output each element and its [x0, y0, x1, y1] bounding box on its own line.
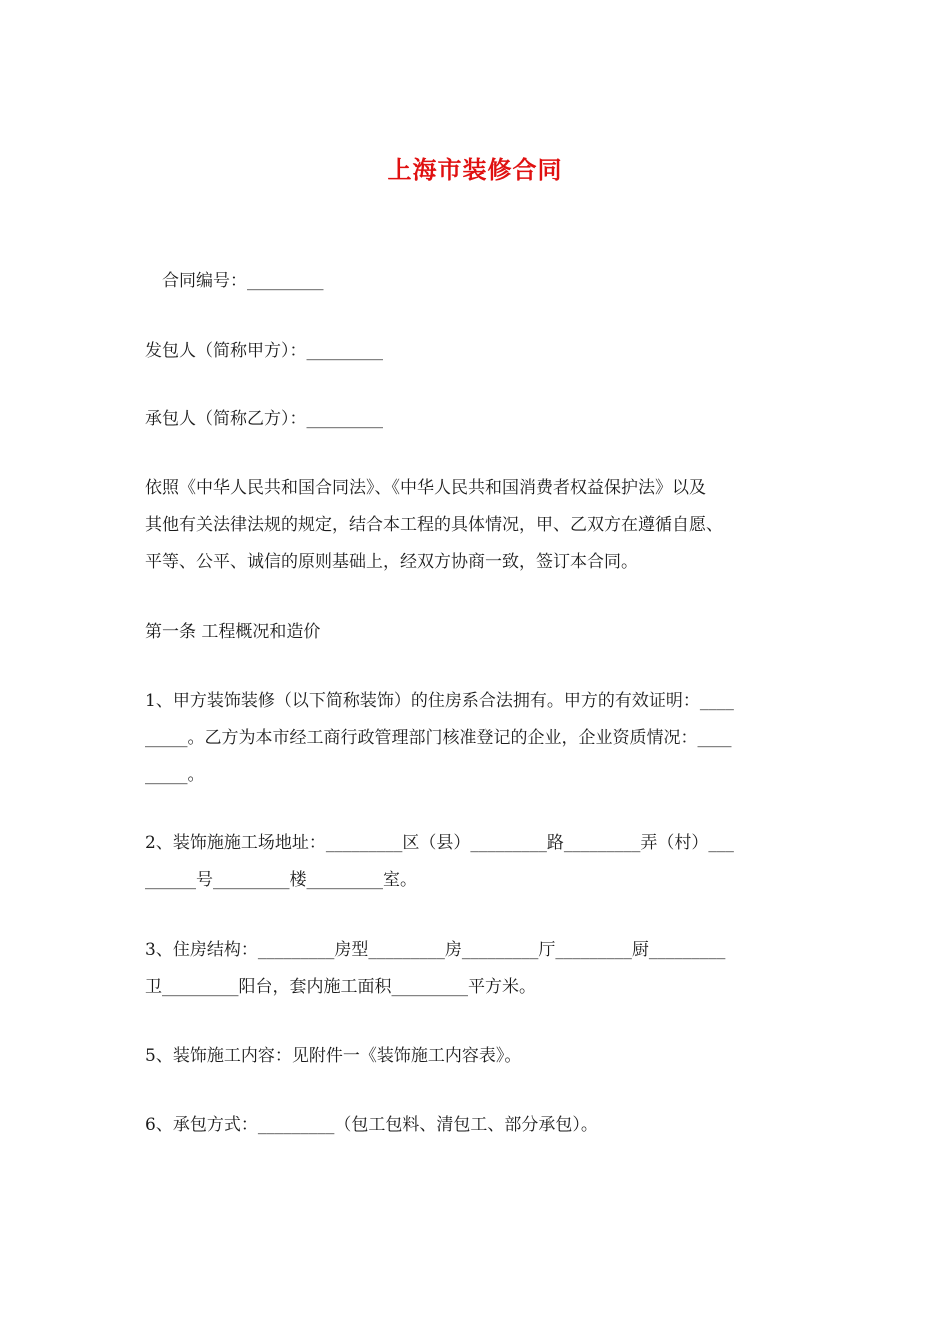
- preamble-line: 平等、公平、诚信的原则基础上，经双方协商一致，签订本合同。: [145, 552, 638, 572]
- item-1-paragraph: [145, 690, 815, 801]
- preamble-line: 其他有关法律法规的规定，结合本工程的具体情况，甲、乙双方在遵循自愿、: [145, 515, 723, 535]
- item-2-line: 2、装饰施施工场地址：_________区（县）_________路_________弄（村）___: [145, 833, 734, 853]
- preamble-line: 依照《中华人民共和国合同法》、《中华人民共和国消费者权益保护法》以及: [145, 478, 706, 498]
- party-a-line: 发包人（简称甲方）：_________: [145, 341, 383, 361]
- item-2-paragraph: [145, 832, 815, 906]
- party-b-line: 承包人（简称乙方）：_________: [145, 409, 383, 429]
- item-3-line: 卫_________阳台，套内施工面积_________平方米。: [145, 977, 536, 997]
- item-2-line: ______号_________楼_________室。: [145, 870, 417, 890]
- document-title: 上海市装修合同: [387, 155, 563, 184]
- contract-number-line: 合同编号：_________: [145, 271, 324, 291]
- item-3-paragraph: [145, 939, 815, 1013]
- preamble-paragraph: [145, 477, 815, 588]
- article-1-heading: 第一条 工程概况和造价: [145, 622, 321, 642]
- item-1-line: _____。: [145, 765, 205, 785]
- item-5-line: 5、装饰施工内容：见附件一《装饰施工内容表》。: [145, 1046, 522, 1066]
- item-1-line: 1、甲方装饰装修（以下简称装饰）的住房系合法拥有。甲方的有效证明：____: [145, 691, 734, 711]
- item-6-line: 6、承包方式：_________（包工包料、清包工、部分承包）。: [145, 1115, 598, 1135]
- item-1-line: _____。乙方为本市经工商行政管理部门核准登记的企业，企业资质情况：____: [145, 728, 732, 748]
- item-3-line: 3、住房结构：_________房型_________房_________厅_________厨_________: [145, 940, 726, 960]
